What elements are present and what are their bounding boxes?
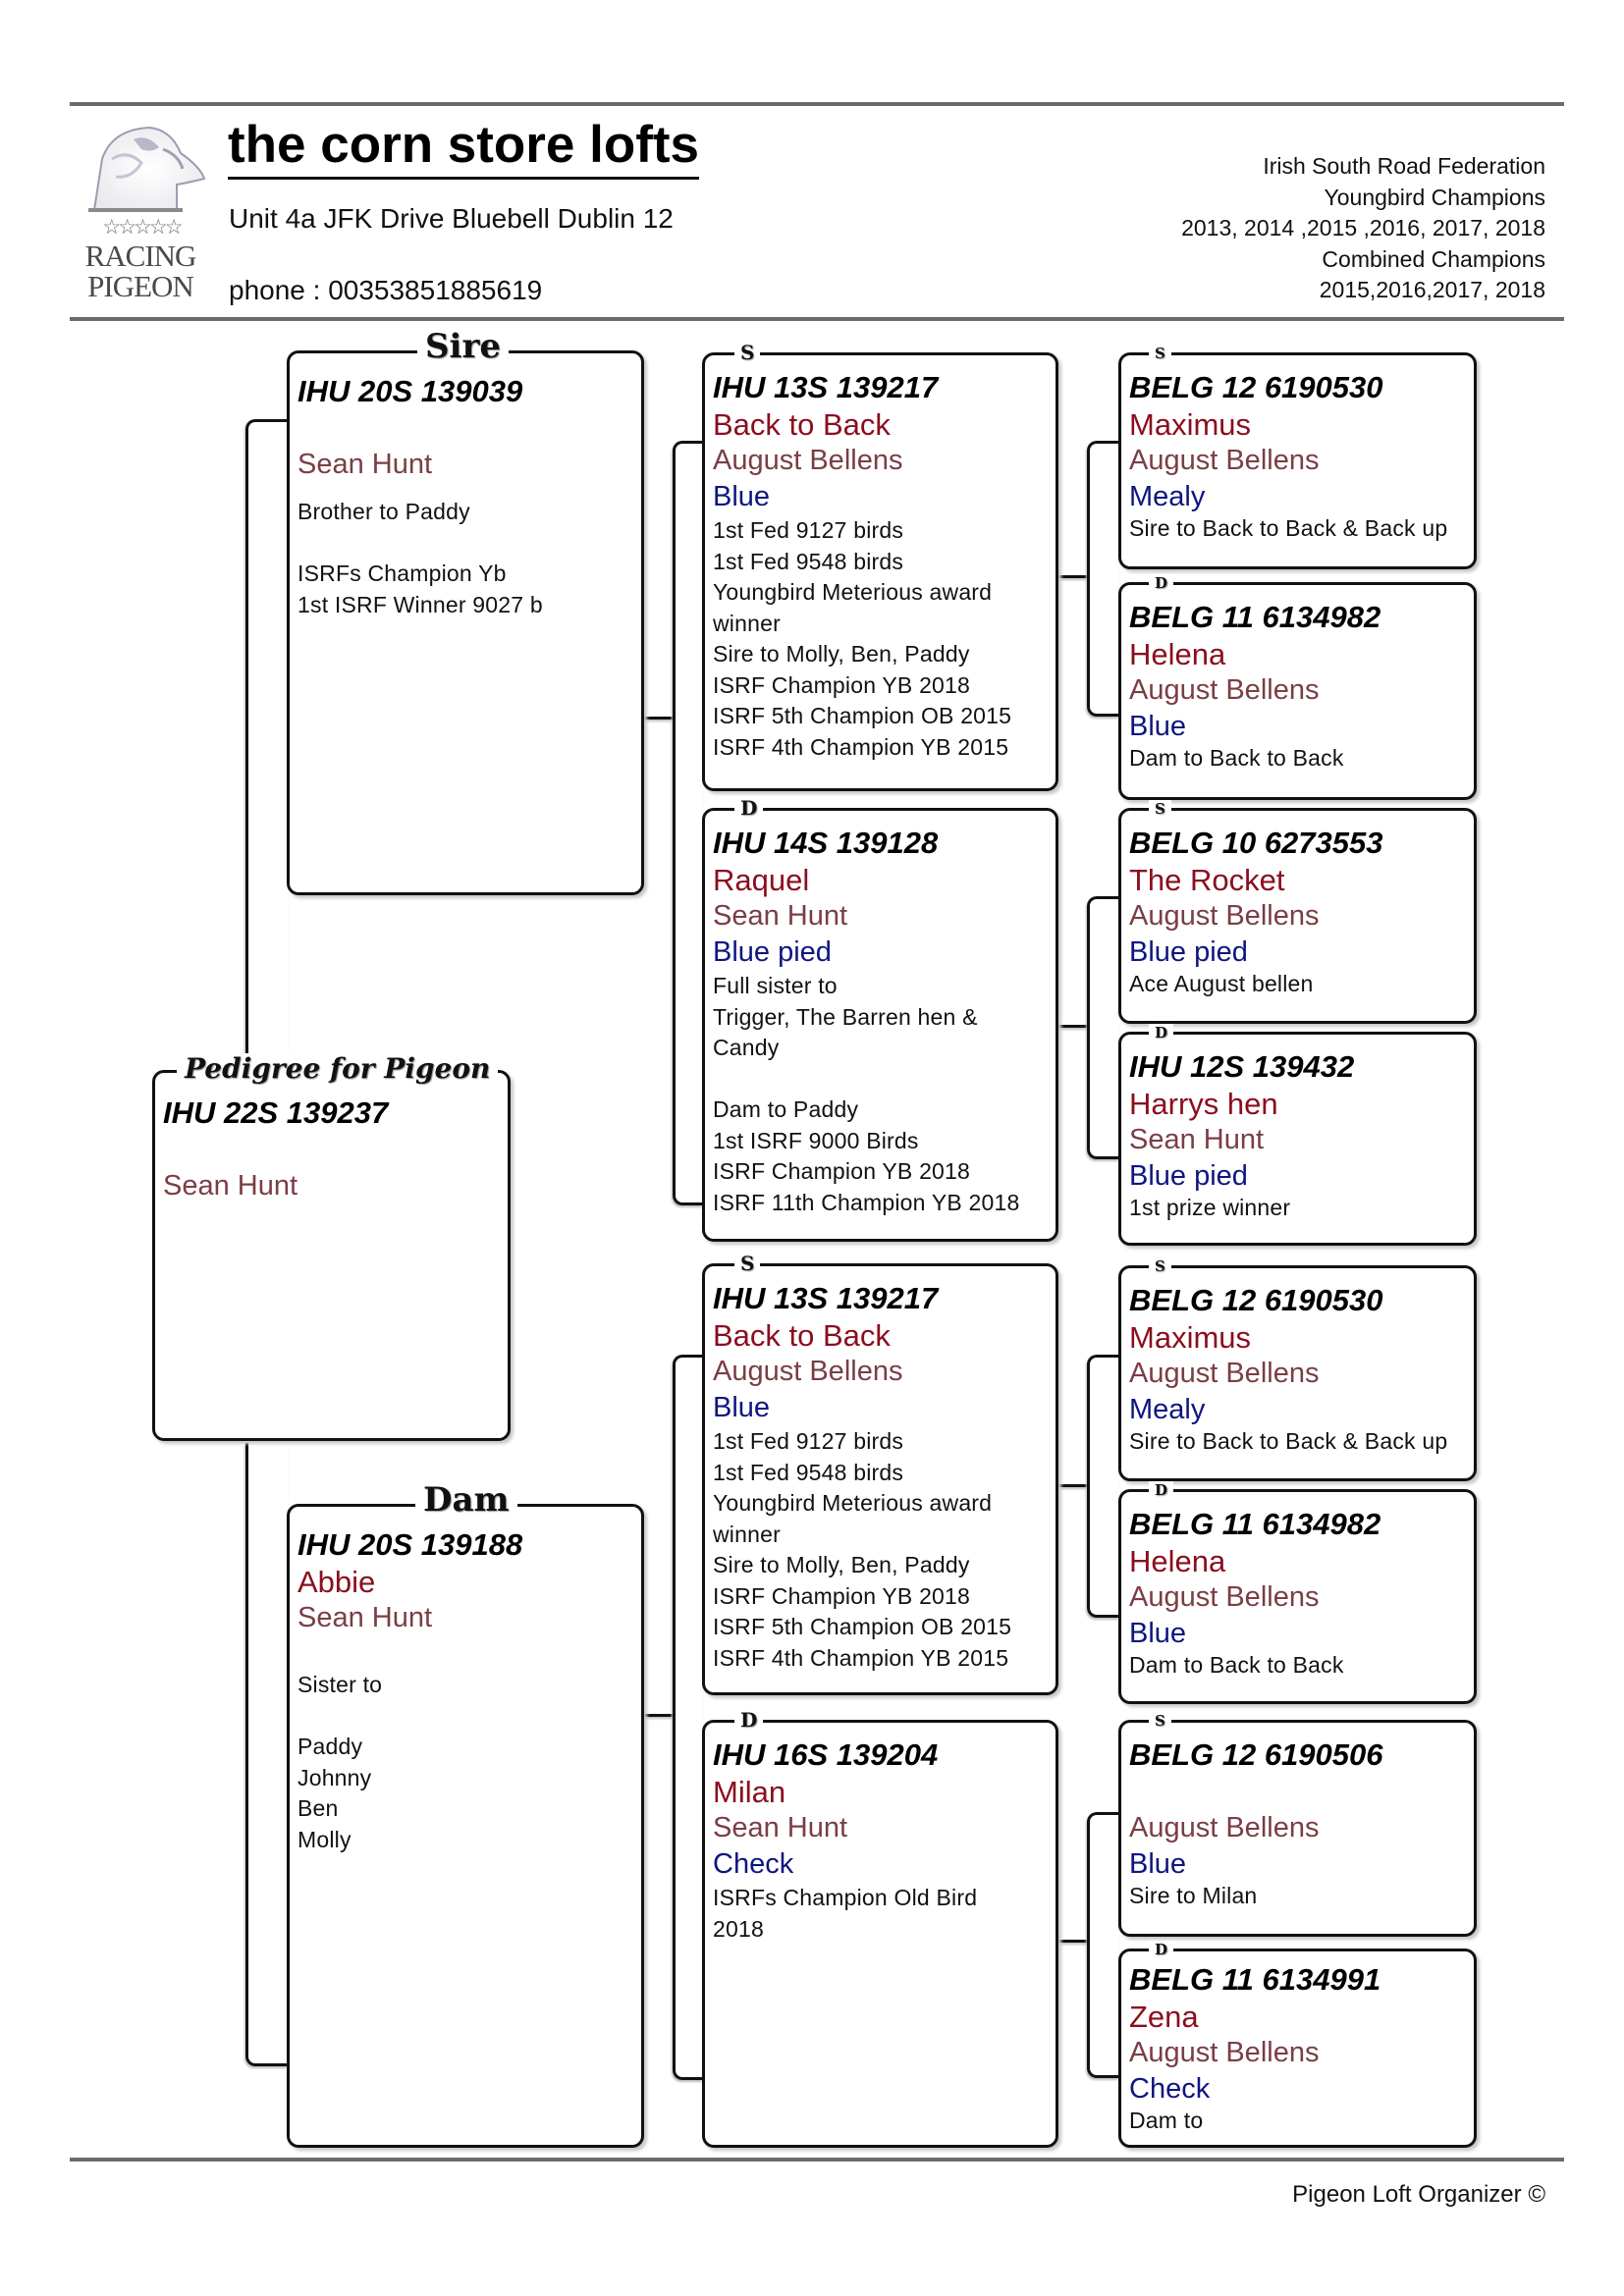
logo-line-pigeon: PIGEON [87, 269, 193, 303]
connector-gen2-0-parents [1087, 441, 1119, 717]
gen3-ring-number: BELG 11 6134991 [1129, 1962, 1381, 1997]
achievements-block [1035, 151, 1545, 306]
gen2-color: Blue pied [713, 936, 832, 968]
gen3-breeder: August Bellens [1129, 445, 1320, 476]
subject-legend: Pedigree for Pigeon [177, 1053, 498, 1085]
sire-breeder: Sean Hunt [298, 449, 433, 480]
gen3-notes: Sire to Back to Back & Back up [1129, 1428, 1448, 1454]
gen3-color: Blue [1129, 1848, 1187, 1880]
dam-box[interactable] [287, 1480, 644, 2148]
gen3-color: Mealy [1129, 1394, 1206, 1425]
gen3-name: Zena [1129, 2000, 1199, 2034]
gen3-breeder: August Bellens [1129, 1358, 1320, 1389]
gen3-breeder: August Bellens [1129, 1812, 1320, 1843]
gen3-ring-number: BELG 12 6190506 [1129, 1737, 1383, 1772]
gen2-name: Back to Back [713, 1318, 891, 1353]
dam-notes: Sister to Paddy Johnny Ben Molly [298, 1672, 383, 1852]
dam-breeder: Sean Hunt [298, 1602, 433, 1633]
dam-name: Abbie [298, 1565, 376, 1599]
gen2-ring-number: IHU 14S 139128 [713, 826, 939, 860]
gen3-breeder: August Bellens [1129, 1581, 1320, 1613]
gen3-notes: Sire to Milan [1129, 1883, 1258, 1908]
gen2-legend: S [734, 342, 760, 363]
gen2-notes: 1st Fed 9127 birds 1st Fed 9548 birds Youngbird Meterious award winner Sire to Molly, Ben, Paddy ISRF Champion YB 2018 ISRF 5th Champion OB 2015 ISRF 4th Champion YB 2015 [713, 1428, 1012, 1671]
logo-stars: ☆☆☆☆☆ [102, 216, 181, 239]
gen3-color: Blue [1129, 1618, 1187, 1649]
gen3-breeder: August Bellens [1129, 674, 1320, 706]
subject-ring-number: IHU 22S 139237 [163, 1095, 389, 1130]
gen3-ring-number: BELG 11 6134982 [1129, 600, 1381, 634]
connector-dam-out [643, 1714, 673, 1717]
sire-legend: Sire [417, 328, 509, 365]
gen3-legend: D [1149, 1481, 1173, 1499]
gen2-name: Raquel [713, 863, 810, 897]
sire-ring-number: IHU 20S 139039 [298, 374, 523, 408]
connector-gen2-1-out [1058, 1025, 1088, 1028]
gen2-breeder: Sean Hunt [713, 900, 848, 932]
gen3-legend: S [1149, 345, 1171, 362]
connector-sire-parents [673, 441, 703, 1205]
achievement-line: Youngbird Champions [1324, 184, 1545, 210]
gen3-name: Maximus [1129, 1320, 1252, 1355]
gen3-name: The Rocket [1129, 863, 1285, 897]
gen2-notes: ISRFs Champion Old Bird 2018 [713, 1885, 978, 1942]
gen3-box[interactable] [1118, 574, 1477, 800]
connector-gen2-2-out [1058, 1484, 1088, 1487]
gen2-legend: D [734, 797, 763, 819]
gen2-legend: S [734, 1253, 760, 1274]
gen3-ring-number: BELG 12 6190530 [1129, 1283, 1383, 1317]
gen2-notes: Full sister to Trigger, The Barren hen & Candy Dam to Paddy 1st ISRF 9000 Birds ISRF Champion YB 2018 ISRF 11th Champion YB 2018 [713, 973, 1020, 1215]
connector-sire-out [643, 717, 673, 720]
gen3-notes: Dam to [1129, 2108, 1204, 2133]
connector-dam-parents [673, 1355, 703, 2080]
connector-gen2-2-parents [1087, 1355, 1119, 1618]
gen3-color: Blue pied [1129, 936, 1248, 968]
gen3-color: Blue [1129, 711, 1187, 742]
pedigree-subject-box[interactable] [152, 1052, 511, 1441]
logo-line-racing: RACING [84, 239, 196, 273]
footer-credit: Pigeon Loft Organizer © [1292, 2181, 1545, 2208]
gen2-ring-number: IHU 13S 139217 [713, 1281, 939, 1315]
dam-legend: Dam [415, 1481, 517, 1519]
connector-subject-dam [245, 1443, 288, 2066]
gen3-ring-number: IHU 12S 139432 [1129, 1049, 1355, 1084]
gen3-ring-number: BELG 10 6273553 [1129, 826, 1383, 860]
gen2-breeder: August Bellens [713, 445, 903, 476]
gen2-color: Blue [713, 481, 771, 512]
gen3-legend: S [1149, 1712, 1171, 1730]
gen3-legend: D [1149, 574, 1173, 592]
gen3-legend: D [1149, 1024, 1173, 1041]
gen2-box[interactable] [702, 1708, 1058, 2148]
gen2-ring-number: IHU 16S 139204 [713, 1737, 939, 1772]
gen2-legend: D [734, 1709, 763, 1731]
gen3-box[interactable] [1118, 1481, 1477, 1704]
gen3-notes: Ace August bellen [1129, 971, 1314, 996]
achievement-line: Combined Champions [1322, 245, 1545, 272]
gen2-breeder: August Bellens [713, 1356, 903, 1387]
gen2-breeder: Sean Hunt [713, 1812, 848, 1843]
gen2-color: Blue [713, 1392, 771, 1423]
gen3-name: Helena [1129, 637, 1226, 671]
gen3-name [1129, 1774, 1474, 1810]
gen3-box[interactable] [1118, 1712, 1477, 1937]
achievement-line: 2013, 2014 ,2015 ,2016, 2017, 2018 [1181, 215, 1545, 240]
gen3-box[interactable] [1118, 345, 1477, 569]
gen2-name: Milan [713, 1775, 786, 1809]
gen2-name: Back to Back [713, 407, 891, 442]
gen3-box[interactable] [1118, 1257, 1477, 1481]
gen3-breeder: August Bellens [1129, 900, 1320, 932]
gen3-box[interactable] [1118, 1024, 1477, 1246]
gen2-box[interactable] [702, 1252, 1058, 1695]
gen3-name: Helena [1129, 1544, 1226, 1578]
gen3-notes: 1st prize winner [1129, 1195, 1291, 1220]
pigeon-head-icon [73, 120, 208, 214]
gen3-breeder: August Bellens [1129, 2037, 1320, 2068]
connector-subject-sire [245, 419, 288, 1070]
footer-rule [70, 2158, 1564, 2162]
dam-ring-number: IHU 20S 139188 [298, 1527, 523, 1562]
connector-gen2-1-parents [1087, 896, 1119, 1159]
gen3-color: Blue pied [1129, 1160, 1248, 1192]
connector-gen2-3-parents [1087, 1812, 1119, 2078]
connector-gen2-0-out [1058, 575, 1088, 578]
header-top-rule [70, 102, 1564, 106]
sire-notes: Brother to Paddy ISRFs Champion Yb 1st ISRF Winner 9027 b [298, 499, 543, 617]
gen2-box[interactable] [702, 796, 1058, 1242]
subject-breeder: Sean Hunt [163, 1170, 298, 1201]
achievement-line: Irish South Road Federation [1263, 153, 1545, 179]
gen3-legend: S [1149, 1257, 1171, 1275]
achievement-line: 2015,2016,2017, 2018 [1319, 277, 1545, 302]
gen3-notes: Dam to Back to Back [1129, 1652, 1344, 1678]
gen3-name: Maximus [1129, 407, 1252, 442]
gen3-legend: S [1149, 800, 1171, 818]
gen3-color: Check [1129, 2073, 1211, 2105]
gen3-breeder: Sean Hunt [1129, 1124, 1265, 1155]
gen3-ring-number: BELG 12 6190530 [1129, 370, 1383, 404]
gen2-color: Check [713, 1848, 794, 1880]
gen3-color: Mealy [1129, 481, 1206, 512]
gen3-box[interactable] [1118, 1941, 1477, 2148]
gen2-ring-number: IHU 13S 139217 [713, 370, 939, 404]
gen3-box[interactable] [1118, 800, 1477, 1024]
gen3-notes: Sire to Back to Back & Back up [1129, 515, 1448, 541]
loft-address: Unit 4a JFK Drive Bluebell Dublin 12 [229, 203, 674, 234]
gen3-name: Harrys hen [1129, 1087, 1278, 1121]
gen3-notes: Dam to Back to Back [1129, 745, 1344, 771]
connector-gen2-3-out [1058, 1940, 1088, 1943]
loft-name: the corn store lofts [228, 116, 699, 180]
gen3-legend: D [1149, 1941, 1173, 1958]
gen2-notes: 1st Fed 9127 birds 1st Fed 9548 birds Youngbird Meterious award winner Sire to Molly, Ben, Paddy ISRF Champion YB 2018 ISRF 5th Champion OB 2015 ISRF 4th Champion YB 2015 [713, 517, 1012, 760]
racing-pigeon-logo [73, 120, 208, 302]
loft-phone: phone : 00353851885619 [229, 275, 543, 305]
gen2-box[interactable] [702, 341, 1058, 791]
header-bottom-rule [70, 317, 1564, 321]
gen3-ring-number: BELG 11 6134982 [1129, 1507, 1381, 1541]
sire-box[interactable] [287, 327, 644, 895]
